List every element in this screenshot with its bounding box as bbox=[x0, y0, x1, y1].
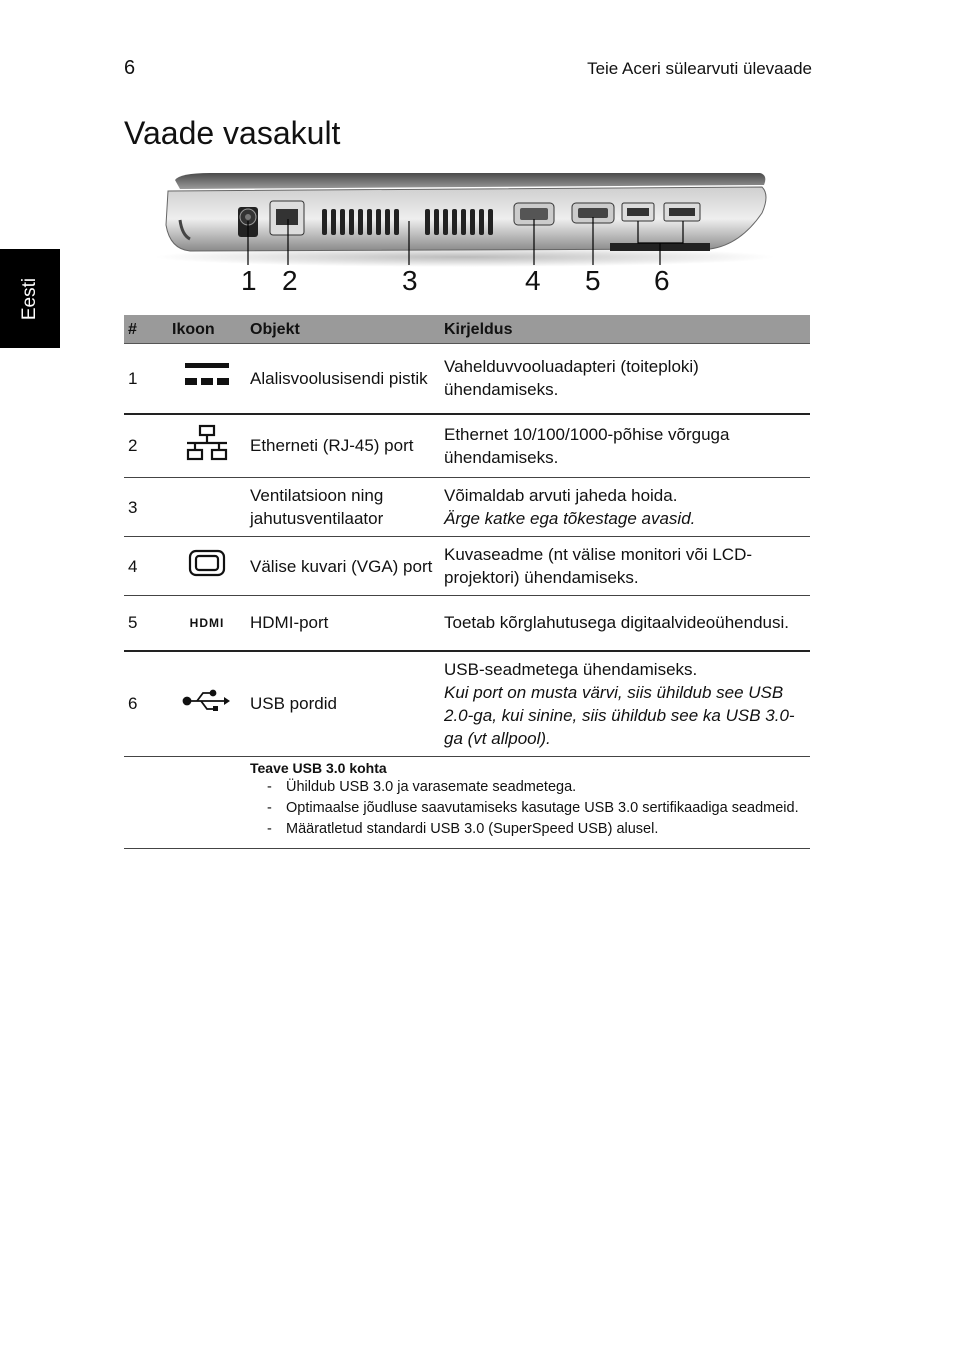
row-object: USB pordid bbox=[246, 651, 440, 757]
callout-6: 6 bbox=[654, 265, 670, 296]
row-object: Etherneti (RJ-45) port bbox=[246, 414, 440, 478]
row-description: Ethernet 10/100/1000-põhise võrguga ühendamiseks. bbox=[440, 414, 810, 478]
row-description: Kuvaseadme (nt välise monitori või LCD-projektori) ühendamiseks. bbox=[440, 537, 810, 596]
row-description: Vahelduvvooluadapteri (toiteploki) ühendamiseks. bbox=[440, 344, 810, 414]
table-row bbox=[124, 478, 810, 537]
header-number: # bbox=[124, 315, 168, 344]
language-tab bbox=[0, 249, 60, 348]
header-icon: Ikoon bbox=[168, 315, 246, 344]
row-object: Ventilatsioon ning jahutusventilaator bbox=[246, 478, 440, 537]
ethernet-icon bbox=[168, 414, 246, 478]
row-number: 4 bbox=[124, 537, 168, 596]
usb-icon bbox=[168, 651, 246, 757]
row-object: Välise kuvari (VGA) port bbox=[246, 537, 440, 596]
row-description: Toetab kõrglahutusega digitaalvideoühendusi. bbox=[440, 596, 810, 651]
table-row bbox=[124, 537, 810, 596]
table-row bbox=[124, 344, 810, 414]
usb-note bbox=[246, 756, 810, 848]
hdmi-icon: HDMI bbox=[168, 596, 246, 651]
dc-in-icon bbox=[168, 344, 246, 414]
usb-note-title: Teave USB 3.0 kohta bbox=[250, 759, 387, 776]
list-item: - Ühildub USB 3.0 ja varasemate seadmetega. bbox=[250, 779, 806, 796]
header-object: Objekt bbox=[246, 315, 440, 344]
row-number: 1 bbox=[124, 344, 168, 414]
vga-icon bbox=[168, 537, 246, 596]
row-object: HDMI-port bbox=[246, 596, 440, 651]
table-header-row bbox=[124, 315, 810, 344]
table-row bbox=[124, 414, 810, 478]
page-title: Vaade vasakult bbox=[124, 115, 341, 151]
callout-1: 1 bbox=[241, 265, 257, 296]
usb-note-list bbox=[250, 779, 806, 838]
callout-2: 2 bbox=[282, 265, 298, 296]
list-item: - Optimaalse jõudluse saavutamiseks kasutage USB 3.0 sertifikaadiga seadmeid. bbox=[250, 800, 806, 817]
table-row bbox=[124, 596, 810, 651]
row-number: 6 bbox=[124, 651, 168, 757]
row-description: USB-seadmetega ühendamiseks. Kui port on musta värvi, siis ühildub see USB 2.0-ga, kui sinine, siis ühildub see ka USB 3.0-ga (vt allpool). bbox=[440, 651, 810, 757]
list-item: - Määratletud standardi USB 3.0 (SuperSpeed USB) alusel. bbox=[250, 821, 806, 838]
row-number: 2 bbox=[124, 414, 168, 478]
usb-note-row bbox=[124, 756, 810, 848]
table-row bbox=[124, 651, 810, 757]
language-tab-label: Eesti bbox=[19, 277, 40, 320]
row-number: 5 bbox=[124, 596, 168, 651]
header-description: Kirjeldus bbox=[440, 315, 810, 344]
row-number: 3 bbox=[124, 478, 168, 537]
callout-4: 4 bbox=[525, 265, 541, 296]
row-description: Võimaldab arvuti jaheda hoida. Ärge katke ega tõkestage avasid. bbox=[440, 478, 810, 537]
callout-5: 5 bbox=[585, 265, 601, 296]
row-object: Alalisvoolusisendi pistik bbox=[246, 344, 440, 414]
running-header: Teie Aceri sülearvuti ülevaade bbox=[587, 59, 812, 78]
ports-table bbox=[124, 315, 810, 849]
page-number: 6 bbox=[124, 57, 136, 79]
callout-3: 3 bbox=[402, 265, 418, 296]
